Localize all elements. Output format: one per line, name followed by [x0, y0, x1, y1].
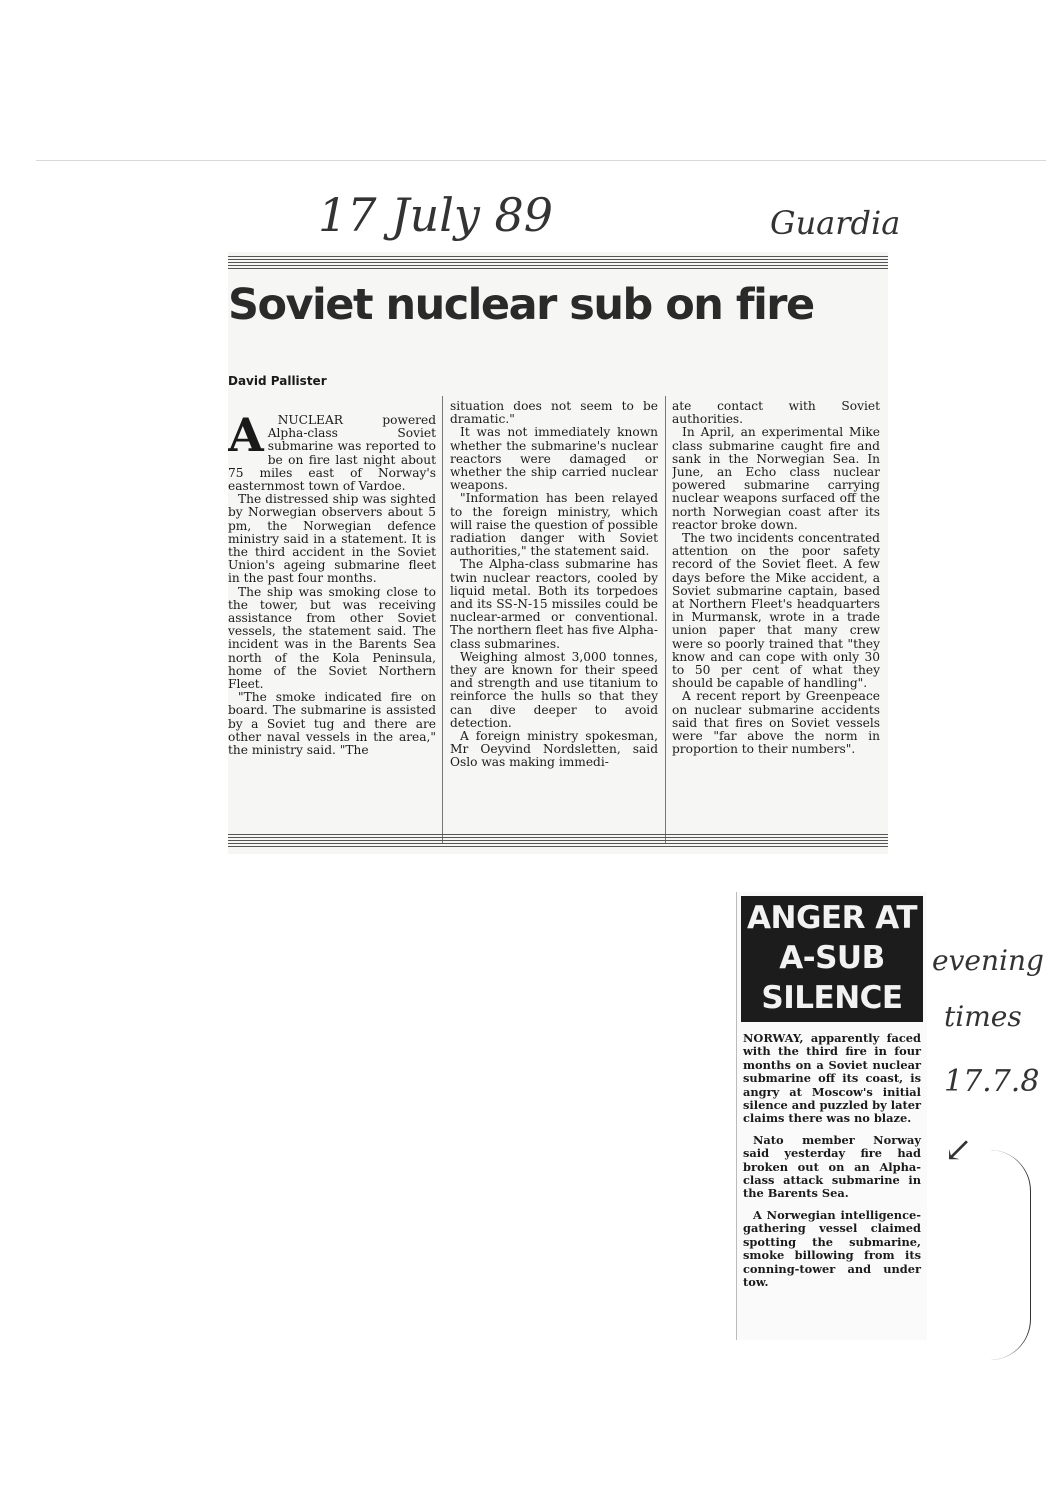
paragraph: "The smoke indicated fire on board. The submarine is assisted by a Soviet tug and there are other naval vessels in the area," the ministry said. "The — [228, 690, 436, 758]
paragraph: Weighing almost 3,000 tonnes, they are known for their speed and strength and use titanium to reinforce the hulls so that they can dive deeper to avoid detection. — [450, 649, 658, 730]
paragraph: It was not immediately known whether the submarine's nuclear reactors were damaged or whether the ship carried nuclear weapons. — [450, 425, 658, 493]
paragraph: Nato member Norway said yesterday fire had broken out on an Alpha-class attack submarine in the Barents Sea. — [743, 1132, 921, 1201]
top-rule — [228, 256, 888, 270]
bottom-rule — [228, 834, 888, 848]
drop-cap: A — [228, 414, 264, 462]
handwritten-bracket — [990, 1150, 1031, 1360]
handwritten-date: 17 July 89 — [318, 188, 554, 242]
article-column-3 — [672, 400, 880, 846]
paragraph: ate contact with Soviet authorities. — [672, 400, 880, 427]
article-column-1 — [228, 414, 436, 844]
handwritten-side-note-2: times — [944, 1000, 1022, 1033]
handwritten-arrow-icon: ↙ — [944, 1130, 973, 1170]
guardian-clipping — [228, 252, 888, 854]
paragraph: A Norwegian intelligence-gathering vessel claimed spotting the submarine, smoke billowing from its conning-tower and under tow. — [743, 1207, 921, 1289]
headline-line-1: ANGER AT — [747, 900, 917, 936]
paragraph: "Information has been relayed to the foreign ministry, which will raise the question of possible radiation danger with Soviet authorities," the statement said. — [450, 491, 658, 559]
paragraph: The Alpha-class submarine has twin nuclear reactors, cooled by liquid metal. Both its torpedoes and its SS-N-15 missiles could be nuclear-armed or conventional. The northern fleet has five Alpha-class submarines. — [450, 557, 658, 651]
article-column-2 — [450, 400, 658, 846]
evening-times-clipping — [736, 892, 927, 1340]
paragraph: The distressed ship was sighted by Norwegian observers about 5 pm, the Norwegian defence ministry said in a statement. It is the third accident in the Soviet Union's ageing submarine fleet in the past four months. — [228, 492, 436, 586]
paragraph: NUCLEAR powered Alpha-class Soviet submarine was reported to be on fire last night about 75 miles east of Norway's easternmost town of Vardoe. — [228, 414, 436, 494]
paragraph: A recent report by Greenpeace on nuclear submarine accidents said that fires on Soviet vessels were "far above the norm in proportion to their numbers". — [672, 689, 880, 757]
handwritten-side-date: 17.7.8 — [944, 1064, 1040, 1099]
column-divider — [442, 396, 443, 844]
handwritten-source: Guardia — [770, 204, 901, 242]
headline: Soviet nuclear sub on fire — [228, 280, 814, 330]
paragraph: NORWAY, apparently faced with the third fire in four months on a Soviet nuclear submarine off its coast, is angry at Moscow's initial silence and puzzled by later claims there was no blaze. — [743, 1031, 921, 1126]
paragraph: situation does not seem to be dramatic." — [450, 400, 658, 427]
paragraph: In April, an experimental Mike class submarine caught fire and sank in the Norwegian Sea. In June, an Echo class nuclear powered submarine carrying nuclear weapons surfaced off the north Norwegian coast after its reactor broke down. — [672, 425, 880, 532]
paragraph: The two incidents concentrated attention on the poor safety record of the Soviet fleet. A few days before the Mike accident, a Soviet submarine captain, based at Northern Fleet's headquarters in Murmansk, wrote in a trade union paper that many crew were so poorly trained that "they know and can cope with only 30 to 50 per cent of what they should be capable of handling". — [672, 531, 880, 691]
column-divider — [665, 396, 666, 844]
paragraph: The ship was smoking close to the tower, but was receiving assistance from other Soviet vessels, the statement said. The incident was in the Barents Sea north of the Kola Peninsula, home of the Soviet Northern Fleet. — [228, 584, 436, 692]
handwritten-side-note-1: evening — [932, 944, 1044, 977]
paragraph: A foreign ministry spokesman, Mr Oeyvind Nordsletten, said Oslo was making immedi- — [450, 729, 658, 770]
evening-times-headline — [741, 896, 923, 1022]
scan-edge-line — [36, 160, 1046, 161]
headline-line-3: SILENCE — [761, 980, 903, 1016]
evening-times-body — [743, 1032, 921, 1297]
headline-line-2: A-SUB — [779, 940, 885, 976]
byline: David Pallister — [228, 374, 327, 388]
